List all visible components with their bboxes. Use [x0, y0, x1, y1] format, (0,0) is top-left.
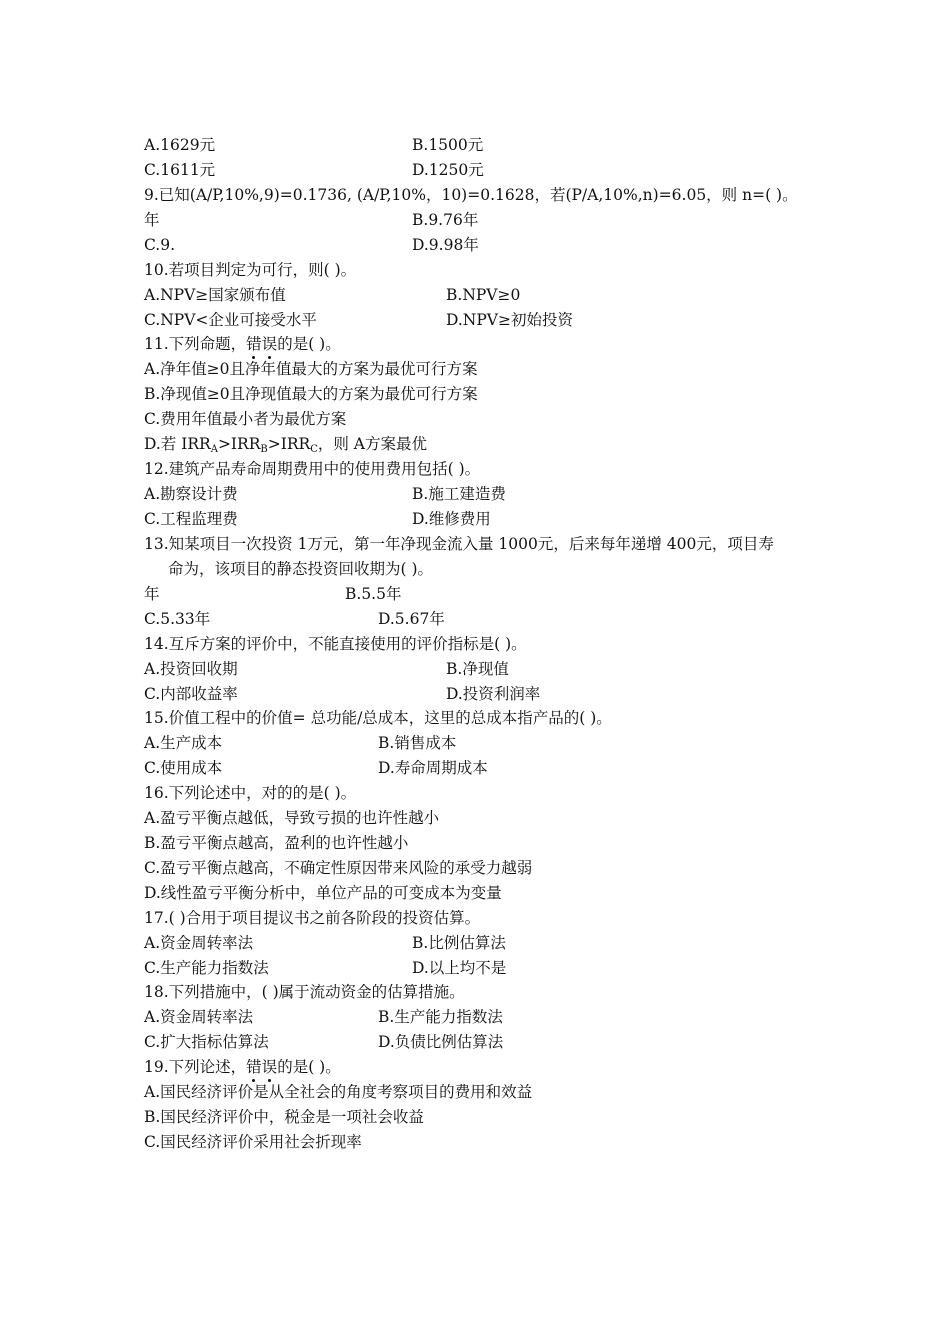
q11-stem [144, 334, 341, 354]
q11-option-a: A.净年值≥0且净年值最大的方案为最优可行方案 [144, 360, 478, 378]
q14-option-c: C.内部收益率 [144, 685, 238, 703]
q16-option-d: D.线性盈亏平衡分析中，单位产品的可变成本为变量 [144, 884, 502, 902]
q15-stem: 15.价值工程中的价值= 总功能/总成本，这里的总成本指产品的( )。 [144, 709, 612, 727]
q13-option-d: D.5.67年 [378, 610, 445, 628]
q9-option-c: C.9. [144, 236, 176, 254]
q11-option-d [144, 434, 427, 454]
q13-stem-line-2: 命为，该项目的静态投资回收期为( )。 [168, 560, 434, 578]
q10-stem: 10.若项目判定为可行，则( )。 [144, 261, 357, 279]
q12-option-d: D.维修费用 [412, 510, 491, 528]
q15-option-d: D.寿命周期成本 [378, 759, 488, 777]
q11-d-sub-a: A [210, 444, 218, 455]
q19-emphasis-char-1: 错 [246, 1058, 262, 1076]
q11-d-sub-c: C [310, 444, 318, 455]
q16-option-a: A.盈亏平衡点越低，导致亏损的也许性越小 [144, 809, 440, 827]
q13-option-a: 年 [144, 585, 160, 603]
q19-stem-prefix: 19.下列论述， [144, 1058, 247, 1076]
q9-option-a: 年 [144, 211, 160, 229]
q15-option-c: C.使用成本 [144, 759, 223, 777]
q11-stem-suffix: 的是( )。 [277, 335, 341, 353]
q17-option-b: B.比例估算法 [412, 934, 506, 952]
q17-option-d: D.以上均不是 [412, 959, 507, 977]
q12-option-c: C.工程监理费 [144, 510, 238, 528]
q9-option-b: B.9.76年 [412, 211, 479, 229]
q11-d-mid-2: >IRR [267, 435, 311, 453]
q11-stem-prefix: 11.下列命题， [144, 335, 247, 353]
q18-option-c: C.扩大指标估算法 [144, 1033, 269, 1051]
q14-option-a: A.投资回收期 [144, 660, 238, 678]
q10-option-d: D.NPV≥初始投资 [446, 311, 573, 329]
q10-option-a: A.NPV≥国家颁布值 [144, 286, 286, 304]
q12-stem: 12.建筑产品寿命周期费用中的使用费用包括( )。 [144, 460, 481, 478]
q11-d-prefix: D.若 IRR [144, 435, 211, 453]
q15-option-a: A.生产成本 [144, 734, 223, 752]
q11-emphasis-char-2: 误 [261, 335, 278, 353]
q14-stem: 14.互斥方案的评价中，不能直接使用的评价指标是( )。 [144, 635, 527, 653]
q11-d-suffix: ，则 A方案最优 [317, 435, 427, 453]
q18-option-d: D.负债比例估算法 [378, 1033, 504, 1051]
q12-option-a: A.勘察设计费 [144, 485, 238, 503]
q19-emphasis-char-2: 误 [261, 1058, 278, 1076]
q15-option-b: B.销售成本 [378, 734, 457, 752]
q18-stem: 18.下列措施中，( )属于流动资金的估算措施。 [144, 983, 465, 1001]
q11-d-mid-1: >IRR [217, 435, 261, 453]
q11-option-b: B.净现值≥0且净现值最大的方案为最优可行方案 [144, 385, 478, 403]
q11-emphasis-char-1: 错 [246, 335, 262, 353]
q14-option-d: D.投资利润率 [446, 685, 541, 703]
q18-option-b: B.生产能力指数法 [378, 1008, 503, 1026]
q19-stem-suffix: 的是( )。 [277, 1058, 341, 1076]
q13-option-b: B.5.5年 [345, 585, 402, 603]
q8-option-b: B.1500元 [412, 136, 484, 154]
q9-option-d: D.9.98年 [412, 236, 479, 254]
q16-option-c: C.盈亏平衡点越高，不确定性原因带来风险的承受力越弱 [144, 859, 533, 877]
q8-option-d: D.1250元 [412, 161, 484, 179]
q10-option-c: C.NPV<企业可接受水平 [144, 311, 317, 329]
q16-option-b: B.盈亏平衡点越高，盈利的也许性越小 [144, 834, 409, 852]
q17-stem: 17.( )合用于项目提议书之前各阶段的投资估算。 [144, 909, 481, 927]
q12-option-b: B.施工建造费 [412, 485, 506, 503]
q8-option-a: A.1629元 [144, 136, 216, 154]
q19-stem [144, 1057, 341, 1077]
q16-stem: 16.下列论述中，对的的是( )。 [144, 784, 357, 802]
q9-stem: 9.已知(A/P,10%,9)=0.1736, (A/P,10%，10)=0.1628，若(P/A,10%,n)=6.05，则 n=( )。 [144, 186, 798, 204]
q8-option-c: C.1611元 [144, 161, 216, 179]
q19-option-b: B.国民经济评价中，税金是一项社会收益 [144, 1108, 424, 1126]
q11-d-sub-b: B [260, 444, 268, 455]
q19-option-a: A.国民经济评价是从全社会的角度考察项目的费用和效益 [144, 1083, 533, 1101]
q13-option-c: C.5.33年 [144, 610, 211, 628]
q11-option-c: C.费用年值最小者为最优方案 [144, 410, 347, 428]
q18-option-a: A.资金周转率法 [144, 1008, 254, 1026]
q17-option-c: C.生产能力指数法 [144, 959, 269, 977]
q19-option-c: C.国民经济评价采用社会折现率 [144, 1133, 362, 1151]
q17-option-a: A.资金周转率法 [144, 934, 254, 952]
q10-option-b: B.NPV≥0 [446, 286, 521, 304]
q14-option-b: B.净现值 [446, 660, 509, 678]
q13-stem-line-1: 13.知某项目一次投资 1万元，第一年净现金流入量 1000元，后来每年递增 400元，项目寿 [144, 535, 774, 553]
